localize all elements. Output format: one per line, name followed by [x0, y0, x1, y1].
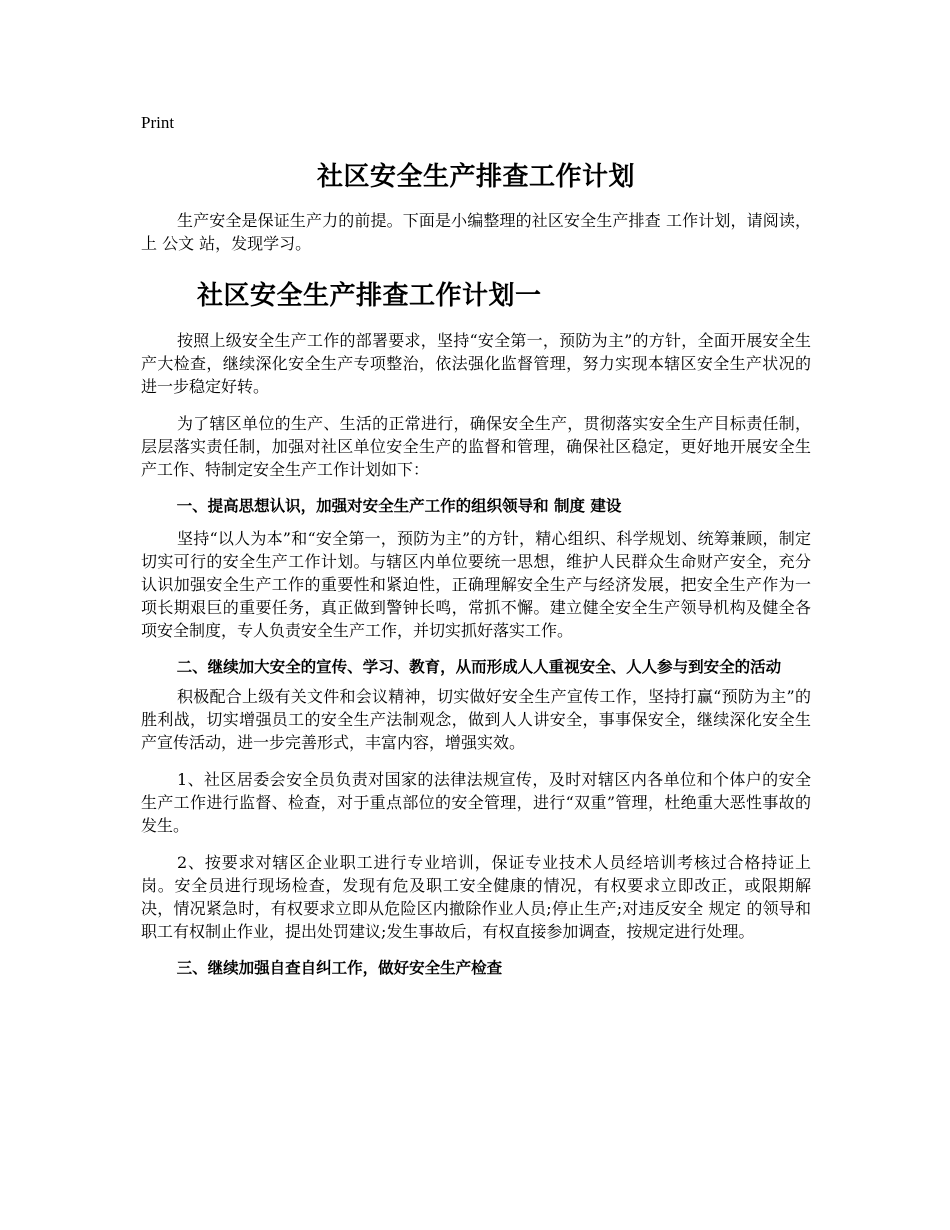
print-link[interactable]: Print: [141, 113, 175, 132]
subheading-1: 一、提高思想认识，加强对安全生产工作的组织领导和 制度 建设: [176, 497, 622, 515]
body-paragraph: 2、按要求对辖区企业职工进行专业培训，保证专业技术人员经培训考核过合格持证上岗。安全员进行现场检查，发现有危及职工安全健康的情况，有权要求立即改正，或限期解决，情况紧急时，有权要求立即从危险区内撤除作业人员;停止生产;对违反安全 规定 的领导和职工有权制止作业，提出处罚建议;发生事故后，有权直接参加调查，按规定进行处理。: [141, 853, 811, 941]
document-title: 社区安全生产排查工作计划: [316, 162, 635, 192]
section-title: 社区安全生产排查工作计划一: [197, 281, 542, 311]
body-paragraph: 积极配合上级有关文件和会议精神，切实做好安全生产宣传工作，坚持打赢“预防为主”的胜利战，切实增强员工的安全生产法制观念，做到人人讲安全，事事保安全，继续深化安全生产宣传活动，进一步完善形式，丰富内容，增强实效。: [141, 687, 811, 752]
document-page: [141, 112, 811, 989]
intro-paragraph: 生产安全是保证生产力的前提。下面是小编整理的社区安全生产排查 工作计划，请阅读，上 公文 站，发现学习。: [141, 211, 811, 253]
body-paragraph: 按照上级安全生产工作的部署要求，坚持“安全第一，预防为主”的方针，全面开展安全生产大检查，继续深化安全生产专项整治，依法强化监督管理，努力实现本辖区安全生产状况的进一步稳定好转。: [141, 331, 811, 396]
body-paragraph: 为了辖区单位的生产、生活的正常进行，确保安全生产，贯彻落实安全生产目标责任制，层层落实责任制，加强对社区单位安全生产的监督和管理，确保社区稳定，更好地开展安全生产工作、特制定安全生产工作计划如下：: [141, 414, 811, 479]
body-paragraph: 坚持“以人为本”和“安全第一，预防为主”的方针，精心组织、科学规划、统筹兼顾，制定切实可行的安全生产工作计划。与辖区内单位要统一思想，维护人民群众生命财产安全，充分认识加强安全生产工作的重要性和紧迫性，正确理解安全生产与经济发展，把安全生产作为一项长期艰巨的重要任务，真正做到警钟长鸣，常抓不懈。建立健全安全生产领导机构及健全各项安全制度，专人负责安全生产工作，并切实抓好落实工作。: [141, 529, 811, 640]
subheading-3: 三、继续加强自查自纠工作，做好安全生产检查: [176, 959, 503, 977]
subheading-2: 二、继续加大安全的宣传、学习、教育，从而形成人人重视安全、人人参与到安全的活动: [176, 658, 782, 676]
body-paragraph: 1、社区居委会安全员负责对国家的法律法规宣传，及时对辖区内各单位和个体户的安全生产工作进行监督、检查，对于重点部位的安全管理，进行“双重”管理，杜绝重大恶性事故的发生。: [141, 770, 811, 835]
